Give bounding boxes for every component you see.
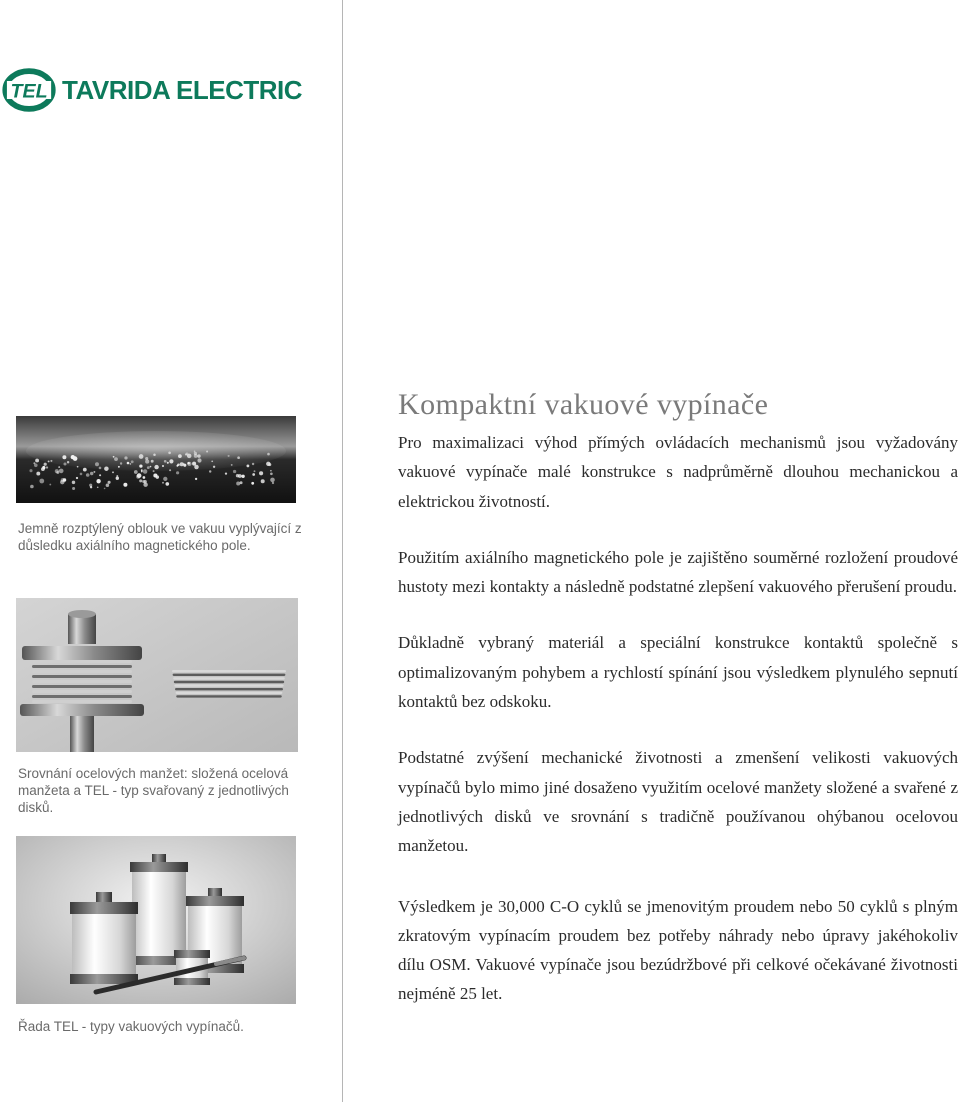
logo-mark-text: TEL [10, 80, 48, 103]
article-paragraph: Výsledkem je 30,000 C-O cyklů se jmenovitým proudem nebo 50 cyklů s plným zkratovým vypínacím proudem bez potřeby náhrady nebo úpravy jakéhokoliv dílu OSM. Vakuové vypínače jsou bezúdržbové při celkové očekávané životnosti nejméně 25 let. [398, 896, 958, 1004]
brand-name: TAVRIDA ELECTRIC [62, 74, 302, 105]
steel-bellows-photo [16, 598, 298, 752]
article-paragraph: Použitím axiálního magnetického pole je zajištěno souměrné rozložení proudové hustoty mezi kontakty a následně podstatné zlepšení vakuového přerušení proudu. [398, 547, 958, 597]
vacuum-arc-photo [16, 416, 296, 503]
figure-caption-interrupters: Řada TEL - typy vakuových vypínačů. [18, 1019, 244, 1034]
article-paragraph: Podstatné zvýšení mechanické životnosti a zmenšení velikosti vakuových vypínačů bylo mimo jiné dosaženo využitím ocelové manžety složené a svařené z jednotlivých disků ve srovnání s tradičně používanou ohýbanou ocelovou manžetou. [398, 748, 958, 856]
vacuum-interrupters-photo [16, 836, 296, 1004]
article [398, 388, 958, 1009]
article-title: Kompaktní vakuové vypínače [398, 388, 769, 421]
column-divider [342, 0, 343, 1102]
article-paragraph: Pro maximalizaci výhod přímých ovládacích mechanismů jsou vyžadovány vakuové vypínače malé konstrukce s nadprůměrně dlouhou mechanickou a elektrickou životností. [398, 433, 958, 511]
tavrida-electric-logo [2, 62, 302, 118]
figure-caption-bellows: Srovnání ocelových manžet: složená ocelová manžeta a TEL - typ svařovaný z jednotlivých disků. [18, 766, 289, 815]
article-paragraph: Důkladně vybraný materiál a speciální konstrukce kontaktů společně s optimalizovaným pohybem a rychlostí spínání jsou výsledkem plynulého sepnutí kontaktů bez odskoku. [398, 633, 958, 712]
tel-logo-icon [2, 62, 56, 118]
figure-caption-arc: Jemně rozptýlený oblouk ve vakuu vyplývající z důsledku axiálního magnetického pole. [18, 521, 302, 553]
